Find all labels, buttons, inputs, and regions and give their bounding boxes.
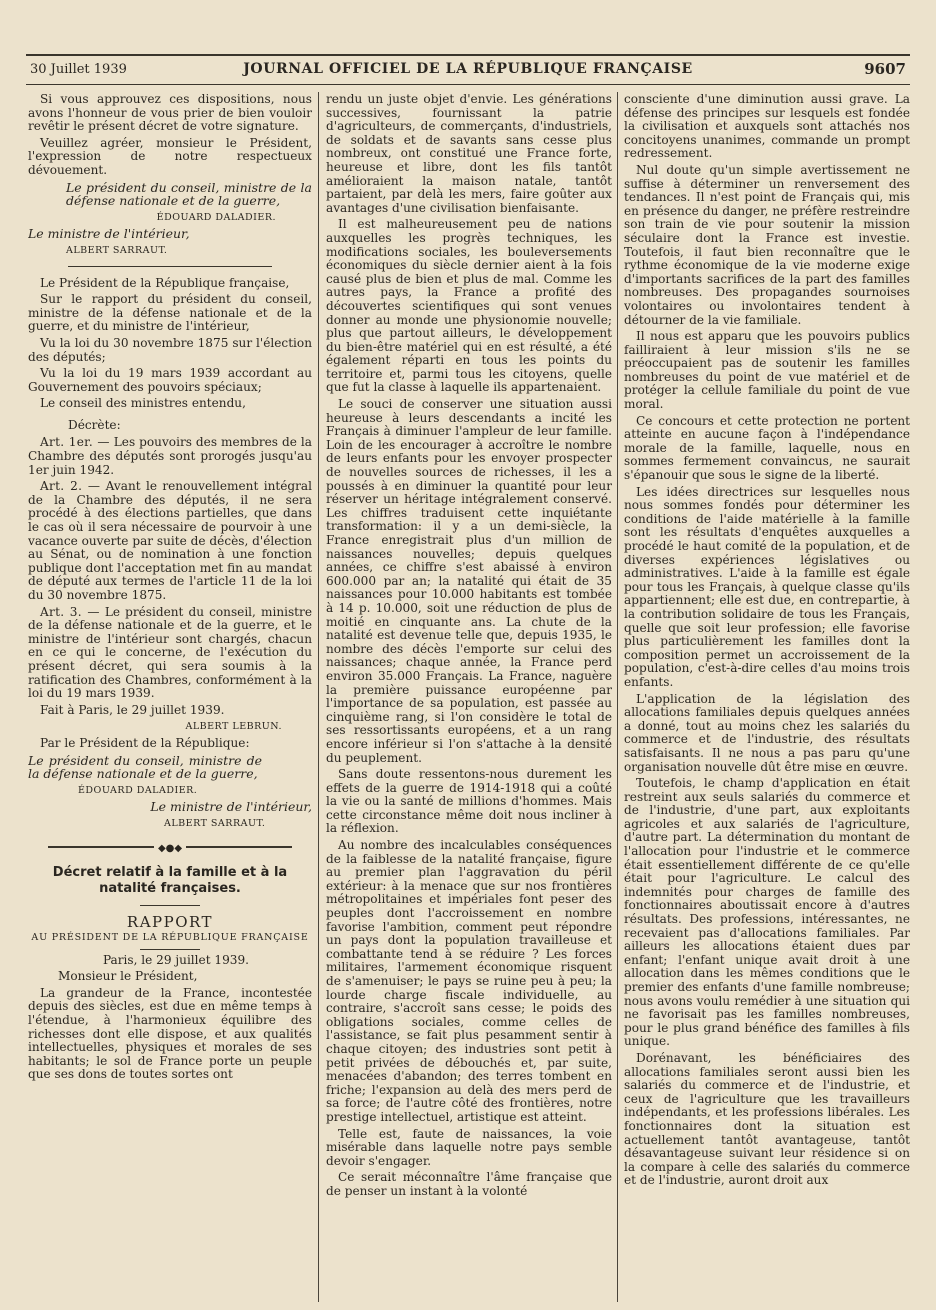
paragraph: Si vous approuvez ces dispositions, nous avons l'honneur de vous prier de bien vouloir revêtir le présent décret de votre signature.	[28, 93, 312, 134]
paragraph: Dorénavant, les bénéficiaires des allocations familiales seront aussi bien les salariés du commerce et de l'industrie, et ceux de l'agriculture que les travailleurs indépendants, et les professions libérales. Les fonctionnaires dont la situation est actuellement tantôt avantageuse, tantôt désavantageuse suivant leur résidence si on la compare à celle des salariés du commerce et de l'industrie, auront droit aux	[624, 1050, 910, 1188]
ornament-icon: ◆●◆	[154, 843, 186, 854]
paragraph: Veuillez agréer, monsieur le Président, l'expression de notre respectueux dévouement.	[28, 135, 312, 177]
signature-title: Le président du conseil, ministre de la défense nationale et de la guerre,	[66, 179, 312, 209]
paragraph: Ce concours et cette protection ne portent atteinte en aucune façon à l'indépendance morale de la famille, laquelle, nous en sommes fermement convaincus, ne saurait s'épanouir que sous le signe de la liberté.	[624, 413, 910, 483]
header-rule	[26, 84, 910, 85]
top-rule	[26, 54, 910, 56]
paragraph: Les idées directrices sur lesquelles nous nous sommes fondés pour déterminer les conditions de l'aide matérielle à la famille sont les résultats d'enquêtes auxquelles a procédé le haut comité de la population, et de diverses expériences législatives ou administratives. L'aide à la famille est égale pour tous les Français, à quelque classe qu'ils appartiennent; elle est due, en contrepartie, à la contribution solidaire de tous les Français, quelle que soit leur profession; elle favorise plus particulièrement les familles dont la composition permet un accroissement de la population, c'est-à-dire celles d'au moins trois enfants.	[624, 484, 910, 689]
signature-title: Le président du conseil, ministre de la défense nationale et de la guerre,	[28, 752, 262, 782]
signature-name: ALBERT SARRAUT.	[66, 244, 168, 256]
page-header	[30, 60, 906, 82]
paragraph: consciente d'une diminution aussi grave. La défense des principes sur lesquels est fondée la civilisation et auxquels sont attachés nos concitoyens unanimes, commande un prompt redressement.	[624, 93, 910, 161]
paragraph: Toutefois, le champ d'application en était restreint aux seuls salariés du commerce et de l'industrie, d'une part, aux exploitants agricoles et aux salariés de l'agriculture, d'autre part. La détermination du montant de l'allocation pour l'industrie et le commerce était essentiellement différente de ce qu'elle était pour l'agriculture. Le calcul des indemnités pour charges de famille des fonctionnaires aboutissait encore à d'autres résultats. Des professions, intéressantes, ne recevaient pas d'allocations familiales. Par ailleurs les allocations étaient dues par enfant; l'enfant unique avait droit à une allocation dans les mêmes conditions que le premier des enfants d'une famille nombreuse; nous avons voulu remédier à une situation qui ne favorisait pas les familles nombreuses, pour le plus grand bénéfice des familles à fils unique.	[624, 776, 910, 1049]
separator-rule	[68, 266, 272, 267]
paragraph: Fait à Paris, le 29 juillet 1939.	[40, 702, 225, 717]
column-divider-2	[617, 92, 618, 1302]
header-date: 30 Juillet 1939	[30, 62, 127, 77]
article-text: Le président du conseil, ministre de la défense nationale et de la guerre, et le ministre de l'intérieur sont chargés, chacun en ce qui le concerne, de l'exécution du présent décret, qui sera soumis à la ratification des Chambres, conformément à la loi du 19 mars 1939.	[28, 604, 312, 701]
paragraph: Ce serait méconnaître l'âme française que de penser un instant à la volonté	[326, 1170, 612, 1198]
column-3	[624, 93, 910, 1303]
paris-date: Paris, le 29 juillet 1939.	[102, 952, 250, 967]
article-label: Art. 2. —	[40, 479, 101, 494]
paragraph: Au nombre des incalculables conséquences de la faiblesse de la natalité française, figure au premier plan l'aggravation du péril extérieur: à la menace que sur nos frontières métropolitaines et impériales font peser des peuples dont l'accroissement en nombre favorise l'ambition, comment peut répondre un pays dont la population travailleuse et combattante tend à se réduire ? Les forces militaires, l'armement économique risquent de s'amenuiser; le pays se ruine peu à peu; la lourde charge fiscale individuelle, au contraire, s'accroît sans cesse; le poids des obligations sociales, comme celles de l'assistance, se fait plus pesamment sentir à chaque citoyen; des industries sont petit à petit privées de débouchés et, par suite, menacées d'abandon; des terres tombent en friche; l'expansion au delà des mers perd de sa force; de l'autre côté des frontières, notre prestige intellectuel, artistique est atteint.	[326, 838, 612, 1124]
rapport-heading: RAPPORT	[126, 912, 214, 931]
paragraph: Le souci de conserver une situation aussi heureuse à leurs descendants a incité les Français à diminuer l'ampleur de leur famille. Loin de les encourager à accroître le nombre de leurs enfants pour les envoyer prospecter de nouvelles sources de richesses, il les a poussés à en diminuer la quantité pour leur réserver un héritage intégralement conservé. Les chiffres traduisent cette inquiétante transformation: il y a un demi-siècle, la France enregistrait plus d'un million de naissances nouvelles; depuis quelques années, ce chiffre s'est abaissé à environ 600.000 par an; la natalité qui était de 35 naissances pour 10.000 habitants est tombée à 14 p. 10.000, soit une réduction de plus de moitié en cinquante ans. La chute de la natalité est devenue telle que, depuis 1935, le nombre des décès l'emporte sur celui des naissances; chaque année, la France perd environ 35.000 Français. La France, naguère la première puissance européenne par l'importance de sa population, est passée au cinquième rang, si l'on considère le total de ses ressortissants européens, et a un rang encore inférieur si l'on s'attache à la densité du peuplement.	[326, 397, 612, 765]
paragraph: Le conseil des ministres entendu,	[40, 396, 246, 411]
article-label: Art. 1er. —	[40, 435, 110, 450]
article-label: Art. 3. —	[40, 604, 100, 619]
signature-name: ÉDOUARD DALADIER.	[78, 784, 198, 796]
paragraph: Il est malheureusement peu de nations auxquelles les progrès techniques, les modifications sociales, les bouleversements économiques du siècle dernier aient à la fois causé plus de bien et plus de mal. Comme les autres pays, la France a profité des découvertes scientifiques qui sont venues donner au monde une physionomie nouvelle; plus que partout ailleurs, le développement du bien-être matériel qui en est résulté, a été également réparti en tous les points du territoire et, parmi tous les citoyens, quelle que fut la classe à laquelle ils appartenaient.	[326, 217, 612, 395]
paragraph: Il nous est apparu que les pouvoirs publics failliraient à leur mission s'ils ne se préoccupaient pas de soutenir les familles nombreuses du point de vue matériel et de protéger la cellule familiale du point de vue moral.	[624, 329, 910, 412]
paragraph: La grandeur de la France, incontestée depuis des siècles, est due en même temps à l'étendue, à l'harmonieux équilibre des richesses dont elle dispose, et aux qualités intellectuelles, physiques et morales de ses habitants; le sol de France porte un peuple que ses dons de toutes sortes ont	[28, 985, 312, 1082]
column-divider-1	[318, 92, 319, 1302]
article-3	[28, 606, 312, 701]
header-page-number: 9607	[864, 60, 906, 78]
title-rule	[140, 905, 200, 906]
paragraph: Nul doute qu'un simple avertissement ne suffise à déterminer un renversement des tendances. Il n'est point de Français qui, mis en présence du danger, ne préfère restreindre son train de vie pour soutenir la mission séculaire dont la France est investie. Toutefois, il faut bien reconnaître que le rythme économique de la vie moderne exige d'importants sacrifices de la part des familles nombreuses. Des propagandes sournoises volontaires ou involontaires tendent à détourner de la vie familiale.	[624, 162, 910, 327]
paragraph: Le Président de la République française,	[40, 275, 290, 290]
paragraph: Vu la loi du 30 novembre 1875 sur l'élection des députés;	[28, 335, 312, 364]
article-1	[28, 436, 312, 477]
signature-title: Le ministre de l'intérieur,	[28, 226, 190, 242]
paragraph: Par le Président de la République:	[40, 735, 250, 750]
president-name: ALBERT LEBRUN.	[185, 721, 282, 733]
rapport-subheading: AU PRÉSIDENT DE LA RÉPUBLIQUE FRANÇAISE	[31, 932, 309, 944]
paragraph: Vu la loi du 19 mars 1939 accordant au Gouvernement des pouvoirs spéciaux;	[28, 366, 312, 394]
decrete-heading: Décrète:	[68, 417, 121, 432]
column-1	[28, 93, 312, 1303]
salutation: Monsieur le Président,	[58, 969, 198, 984]
article-2	[28, 480, 312, 602]
signature-name: ALBERT SARRAUT.	[164, 817, 266, 829]
article-text: Les pouvoirs des membres de la Chambre des députés sont prorogés jusqu'au 1er juin 1942.	[28, 435, 312, 477]
paragraph: Telle est, faute de naissances, la voie misérable dans laquelle notre pays semble devoir s'engager.	[326, 1126, 612, 1168]
paragraph: rendu un juste objet d'envie. Les générations successives, fournissant la patrie d'agriculteurs, de commerçants, d'industriels, de soldats et de savants sans cesse plus nombreux, ont constitué une France forte, heureuse et libre, dont les fils tantôt amélioraient la maison natale, tantôt partaient, par delà les mers, faire goûter aux avantages d'une civilisation bienfaisante.	[326, 93, 612, 215]
paragraph: Sur le rapport du président du conseil, ministre de la défense nationale et de la guerre, et du ministre de l'intérieur,	[28, 292, 312, 334]
signature-title: Le ministre de l'intérieur,	[150, 799, 312, 815]
signature-name: ÉDOUARD DALADIER.	[156, 211, 276, 223]
paragraph: Sans doute ressentons-nous durement les effets de la guerre de 1914-1918 qui a coûté la vie ou la santé de millions d'hommes. Mais cette circonstance même doit nous incliner à la réflexion.	[326, 767, 612, 836]
paragraph: L'application de la législation des allocations familiales depuis quelques années a donné, tout au moins chez les salariés du commerce et de l'industrie, des résultats satisfaisants. Il ne nous a pas paru qu'une organisation nouvelle dût être mise en œuvre.	[624, 691, 910, 774]
rapport-rule	[140, 949, 200, 950]
article-text: Avant le renouvellement intégral de la Chambre des députés, il ne sera procédé à des élections partielles, que dans le cas où il sera nécessaire de pourvoir à une vacance ouverte par suite de décès, d'élection au Sénat, ou de nomination à une fonction publique dont l'acceptation met fin au mandat de député aux termes de l'article 11 de la loi du 30 novembre 1875.	[28, 479, 312, 602]
header-journal-title: JOURNAL OFFICIEL DE LA RÉPUBLIQUE FRANÇAISE	[243, 61, 693, 77]
column-2	[326, 93, 612, 1303]
decree-title: Décret relatif à la famille et à la natalité françaises.	[52, 864, 288, 896]
ornament-divider	[28, 841, 312, 854]
